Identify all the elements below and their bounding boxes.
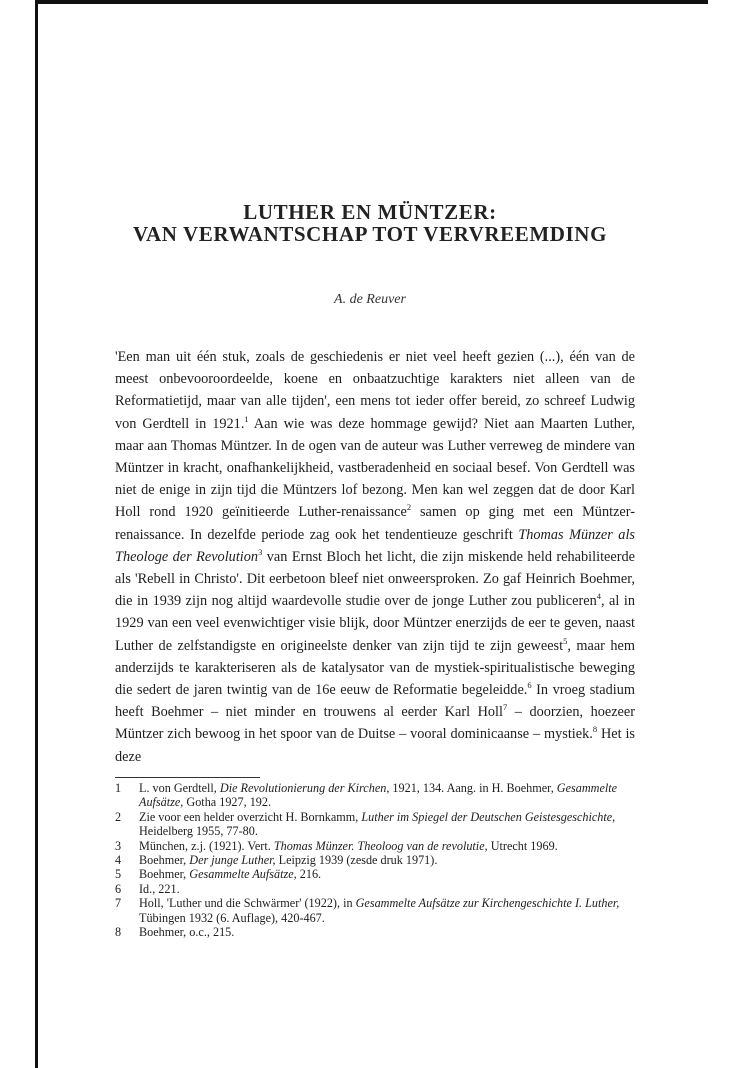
footnotes [115,781,635,939]
footnote-ref-6: 6 [527,680,532,691]
footnote-ref-7: 7 [503,702,508,713]
text-run: Aan wie was deze hommage gewijd? Niet aan Maarten Luther, maar aan Thomas Müntzer. In de ogen van de auteur was Luther verreweg de mindere van Müntzer in kracht, onafhankelijkheid, vastberadenheid en sociaal besef. Von Gerdtell was niet de enige in zijn tijd die Müntzers lof bezong. Men kan wel zeggen dat de door Karl Holl rond 1920 geïnitieerde Luther-renaissance [115,415,635,521]
footnote-text: München, z.j. (1921). Vert. Thomas Münzer. Theoloog van de revolutie, Utrecht 1969. [139,838,558,853]
footnote-ref-4: 4 [596,591,601,602]
footnote-number: 3 [115,838,122,853]
body-text [115,346,635,768]
footnote [115,810,635,839]
article-title-line-1: LUTHER EN MÜNTZER: [243,200,497,224]
footnote-ref-3: 3 [258,547,263,558]
footnote-ref-5: 5 [563,635,568,646]
article-title-line-2: VAN VERWANTSCHAP TOT VERVREEMDING [132,222,608,246]
text-run: , al in 1929 van een veel evenwichtiger visie blijk, door Müntzer enerzijds de eer te geven, naast Luther de zelfstandigste en origineelste denker van zijn tijd te zijn geweest [115,593,635,654]
footnote [115,925,635,939]
footnote-number: 6 [115,881,122,896]
footnote-text: Boehmer, Der junge Luther, Leipzig 1939 (zesde druk 1971). [139,853,438,868]
footnote-text: L. von Gerdtell, Die Revolutionierung der Kirchen, 1921, 134. Aang. in H. Boehmer, Gesammelte Aufsätze, Gotha 1927, 192. [139,781,618,810]
footnote-divider [115,777,260,778]
footnote-number: 2 [115,809,122,824]
footnote [115,867,635,881]
page-top-edge [36,0,708,4]
text-run: , maar hem anderzijds te karakteriseren als de katalysator van de mystiek-spiritualistische beweging die sedert de jaren twintig van de 16e eeuw de Reformatie begeleidde. [115,637,635,699]
paragraph [115,346,635,768]
footnote [115,882,635,896]
footnote-number: 7 [115,896,122,911]
footnote-text: Boehmer, o.c., 215. [139,925,235,940]
footnote-number: 4 [115,853,122,868]
footnote-number: 5 [115,867,122,882]
page-left-edge [35,0,38,1068]
footnote-number: 8 [115,925,122,940]
footnote [115,839,635,853]
text-run: samen op ging met een Müntzer-renaissance. In dezelfde periode zag ook het tendentieuze geschrift [115,504,635,543]
footnote-text: Holl, 'Luther und die Schwärmer' (1922), in Gesammelte Aufsätze zur Kirchengeschichte I. Luther, Tübingen 1932 (6. Auflage), 420-467. [139,896,620,925]
text-run: Het is deze [115,726,635,765]
footnote-ref-2: 2 [406,502,412,513]
footnote-number: 1 [115,781,122,795]
text-run: In vroeg stadium heeft Boehmer – niet minder en trouwens al eerder Karl Holl [115,682,635,721]
text-run: van Ernst Bloch het licht, die zijn miskende held rehabiliteerde als 'Rebell in Christo'. Dit eerbetoon bleef niet onweersproken. Zo gaf Heinrich Boehmer, die in 1939 zijn nog altijd waardevolle studie over de jonge Luther zou publiceren [115,548,635,610]
text-run: – doorzien, hoezeer Müntzer zich bewoog in het spoor van de Duitse – vooral dominicaanse – mystiek. [115,704,636,743]
footnote [115,781,635,810]
footnote-ref-1: 1 [244,413,249,424]
footnote [115,896,635,925]
author-name: A. de Reuver [334,292,406,307]
footnote-text: Zie voor een helder overzicht H. Bornkamm, Luther im Spiegel der Deutschen Geistesgeschichte, Heidelberg 1955, 77-80. [139,809,616,839]
footnote-text: Id., 221. [139,881,180,896]
footnote [115,853,635,867]
book-title: Thomas Münzer als Theologe der Revolution [115,526,635,565]
footnote-text: Boehmer, Gesammelte Aufsätze, 216. [139,867,322,882]
footnote-ref-8: 8 [592,724,598,735]
text-run: 'Een man uit één stuk, zoals de geschiedenis er niet veel heeft gezien (...), één van de meest onbevooroordeelde, koene en onbaatzuchtige karakters niet alleen van de Reformatietijd, maar van alle tijden', een mens tot ieder offer bereid, zo schreef Ludwig von Gerdtell in 1921. [115,349,635,432]
